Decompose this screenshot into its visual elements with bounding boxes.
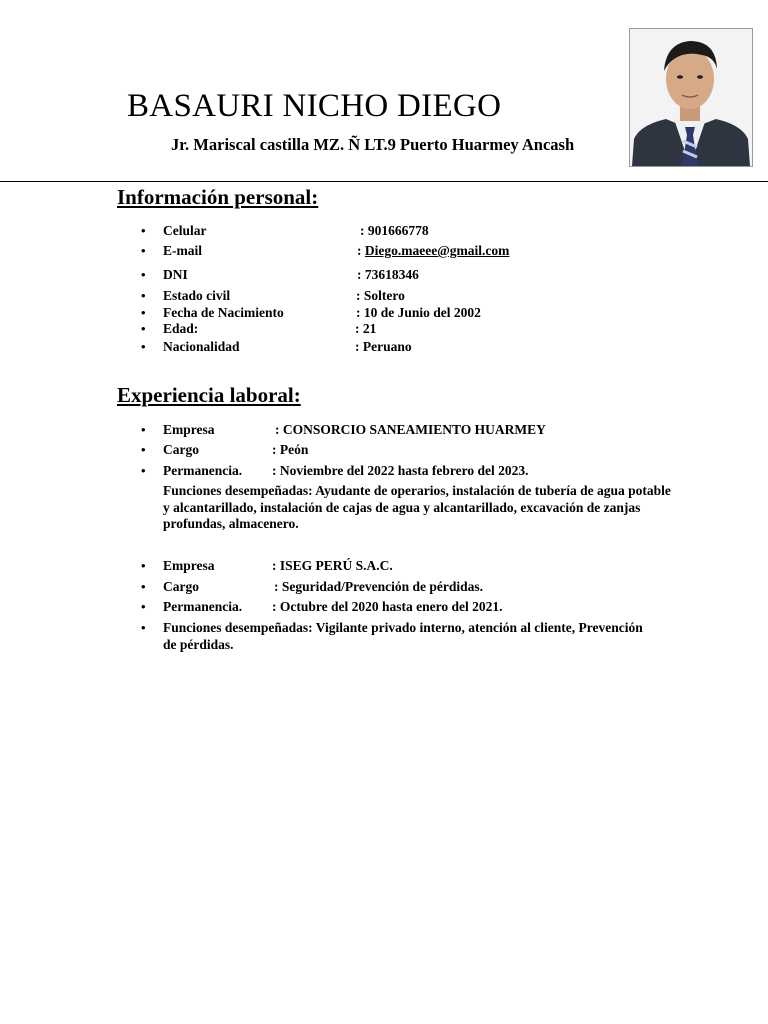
job-label: Permanencia. — [163, 599, 243, 614]
candidate-name: BASAURI NICHO DIEGO — [127, 88, 502, 124]
info-separator: : — [357, 243, 365, 258]
job-value: : Octubre del 2020 hasta enero del 2021. — [272, 599, 503, 614]
bullet: • — [141, 422, 146, 437]
info-label: Celular — [163, 223, 207, 238]
info-label: Fecha de Nacimiento — [163, 305, 284, 320]
bullet: • — [141, 463, 146, 478]
job-label: Empresa — [163, 422, 215, 437]
job-label: Empresa — [163, 558, 215, 573]
bullet: • — [141, 442, 146, 457]
email-link[interactable]: Diego.maeee@gmail.com — [364, 243, 510, 258]
bullet: • — [141, 321, 146, 336]
job2-funciones: Funciones desempeñadas: Vigilante privado interno, atención al cliente, Prevención de pérdidas. — [163, 620, 643, 652]
info-label: Edad: — [163, 321, 199, 336]
bullet: • — [141, 620, 146, 635]
info-value: : Soltero — [356, 288, 405, 303]
bullet: • — [141, 223, 146, 238]
job-value: : Seguridad/Prevención de pérdidas. — [274, 579, 484, 594]
job-label: Permanencia. — [163, 463, 243, 478]
info-value: : 10 de Junio del 2002 — [356, 305, 481, 320]
personal-info-heading: Información personal: — [117, 185, 319, 209]
bullet: • — [141, 267, 146, 282]
job-label: Cargo — [163, 579, 199, 594]
experience-heading: Experiencia laboral: — [117, 383, 301, 407]
info-value: : 901666778 — [360, 223, 429, 238]
profile-photo — [629, 28, 753, 167]
info-label: Nacionalidad — [163, 339, 240, 354]
job-value: : Peón — [272, 442, 309, 457]
info-value: : Peruano — [355, 339, 412, 354]
info-value: : 73618346 — [357, 267, 419, 282]
bullet: • — [141, 599, 146, 614]
info-label: E-mail — [163, 243, 202, 258]
info-label: Estado civil — [163, 288, 231, 303]
job-label: Cargo — [163, 442, 199, 457]
job-value: : ISEG PERÚ S.A.C. — [272, 558, 393, 573]
bullet: • — [141, 558, 146, 573]
info-value: : 21 — [355, 321, 377, 336]
bullet: • — [141, 243, 146, 258]
job-value: : CONSORCIO SANEAMIENTO HUARMEY — [275, 422, 546, 437]
info-label: DNI — [163, 267, 188, 282]
bullet: • — [141, 305, 146, 320]
header-divider — [0, 181, 768, 182]
job-value: : Noviembre del 2022 hasta febrero del 2023. — [272, 463, 529, 478]
candidate-address: Jr. Mariscal castilla MZ. Ñ LT.9 Puerto Huarmey Ancash — [171, 135, 575, 154]
job1-funciones: Funciones desempeñadas: Ayudante de operarios, instalación de tubería de agua potable y alcantarillado, instalación de cajas de agua y alcantarillado, excavación de zanjas profundas, almacenero. — [163, 483, 671, 531]
bullet: • — [141, 288, 146, 303]
bullet: • — [141, 339, 146, 354]
person-photo-icon — [630, 29, 752, 166]
bullet: • — [141, 579, 146, 594]
